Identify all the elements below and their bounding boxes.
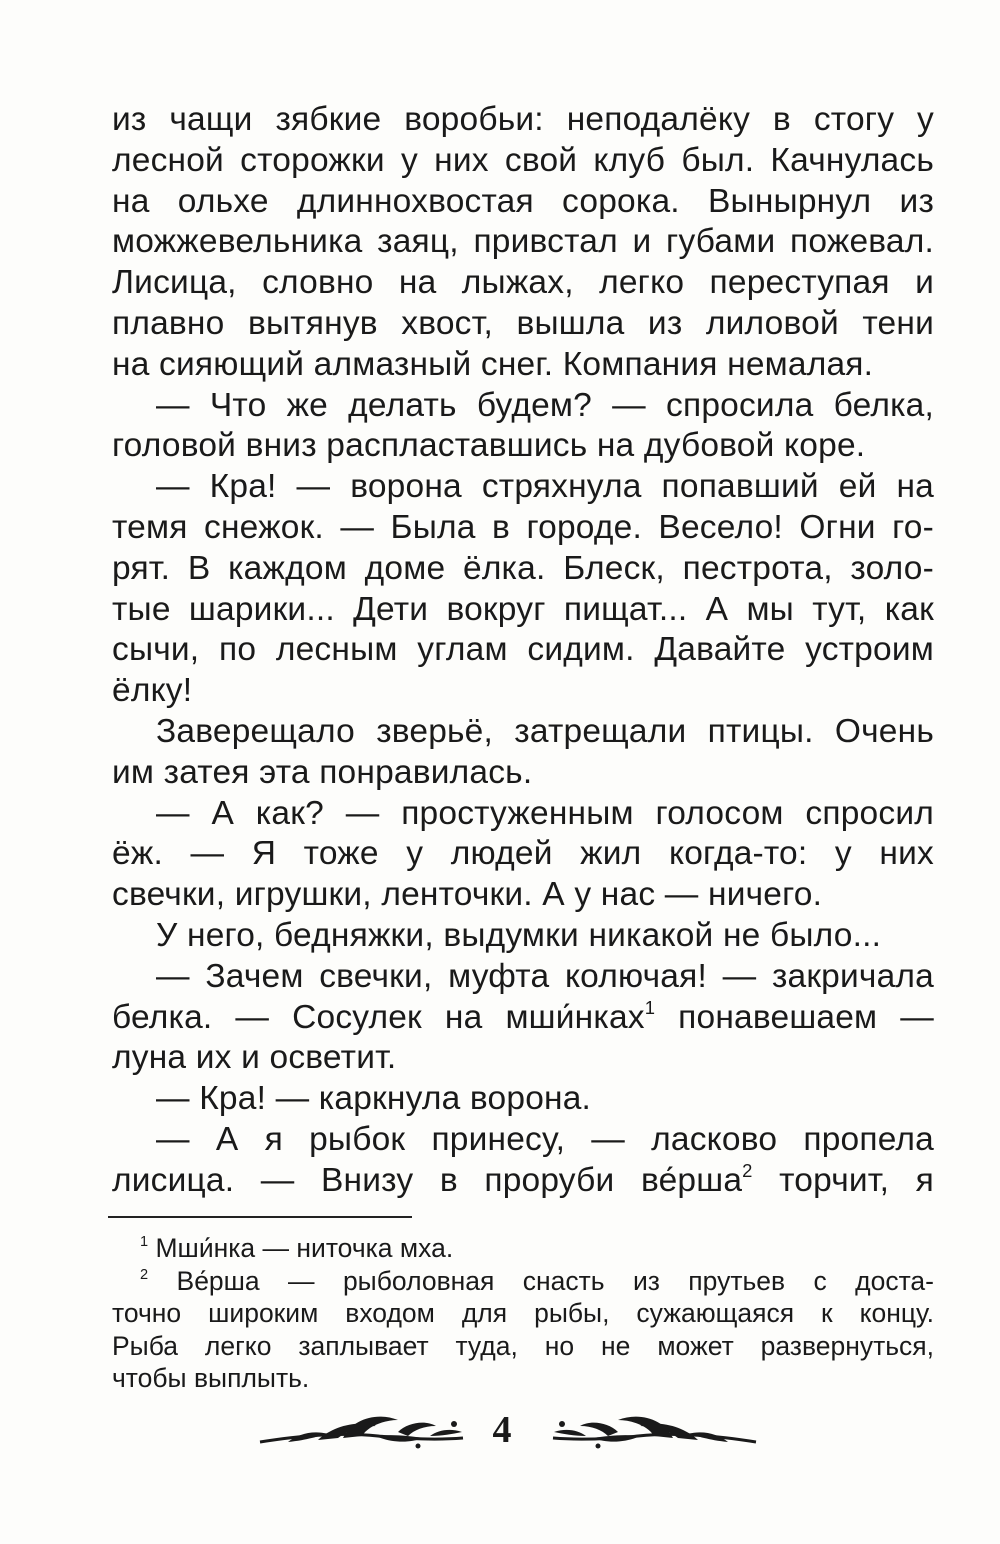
text-line: — Кра! — ворона стряхнула попавший ей на (156, 468, 934, 506)
text-line: на ольхе длиннохвостая сорока. Вынырнул из (112, 182, 934, 220)
text-line: плавно вытянув хвост, вышла из лиловой тени (112, 304, 934, 342)
text-line: — А я рыбок принесу, — ласково пропела (156, 1120, 934, 1158)
text-segment: белка. — Сосулек на мши́нках (112, 998, 645, 1036)
body-text (112, 100, 934, 1202)
text-line: на сияющий алмазный снег. Компания немалая. (112, 345, 874, 383)
text-line: Заверещало зверьё, затрещали птицы. Очень (156, 712, 934, 750)
text-line: — Зачем свечки, муфта колючая! — закричала (156, 957, 934, 995)
footnote-separator (108, 1216, 412, 1218)
footnote-1-mark: 1 (140, 1234, 149, 1251)
footnote-1-text: Мши́нка — ниточка мха. (155, 1233, 454, 1263)
text-line: — А как? — простуженным голосом спросил (156, 794, 934, 832)
text-line: можжевельника заяц, привстал и губами пожевал. (112, 223, 934, 261)
footnote-2-mark: 2 (140, 1266, 149, 1283)
right-flourish-icon (548, 1412, 758, 1452)
footnote-2 (112, 1265, 934, 1298)
text-line: тые шарики... Дети вокруг пищат... А мы тут, как (112, 590, 934, 628)
text-line: лесной сторожки у них свой клуб был. Качнулась (112, 141, 934, 179)
footnote-mark-2: 2 (742, 1159, 753, 1181)
text-line: ёж. — Я тоже у людей жил когда-то: у них (112, 835, 934, 873)
left-flourish-icon (258, 1412, 468, 1452)
footnote-mark-1: 1 (644, 996, 656, 1018)
text-line: свечки, игрушки, ленточки. А у нас — ничего. (112, 876, 823, 914)
footnote-1 (112, 1232, 934, 1265)
footnote-2-line: Рыба легко заплывает туда, но не может развернуться, (112, 1330, 934, 1361)
page-number: 4 (492, 1409, 512, 1451)
text-line: им затея эта понравилась. (112, 753, 533, 791)
text-segment: торчит, я (752, 1161, 935, 1199)
text-line: Лисица, словно на лыжах, легко переступая и (112, 264, 934, 302)
text-line: — Что же делать будем? — спросила белка, (156, 386, 934, 424)
text-line-with-footnote (112, 998, 934, 1039)
footnotes (112, 1232, 934, 1395)
footnote-2-line: точно широким входом для рыбы, сужающаяся к концу. (112, 1298, 934, 1328)
text-line: У него, бедняжки, выдумки никакой не было... (156, 916, 882, 954)
footnote-2-line: чтобы выплыть. (112, 1363, 310, 1393)
text-line: луна их и осветит. (112, 1039, 397, 1077)
text-line: из чащи зябкие воробьи: неподалёку в стогу у (112, 101, 934, 138)
page-footer (0, 1408, 1000, 1468)
text-line: сычи, по лесным углам сидим. Давайте устроим (112, 631, 934, 669)
text-line: темя снежок. — Была в городе. Весело! Огни го- (112, 508, 934, 546)
text-segment: лисица. — Внизу в проруби ве́рша (112, 1161, 743, 1199)
text-segment: понавешаем — (655, 998, 934, 1036)
text-line: рят. В каждом доме ёлка. Блеск, пестрота, золо- (112, 549, 934, 587)
text-line: головой вниз распластавшись на дубовой коре. (112, 427, 866, 465)
text-line: — Кра! — каркнула ворона. (156, 1080, 592, 1118)
footnote-2-text: Ве́рша — рыболовная снасть из прутьев с доста- (176, 1265, 934, 1296)
text-line: ёлку! (112, 672, 193, 710)
text-line-with-footnote (112, 1161, 934, 1202)
